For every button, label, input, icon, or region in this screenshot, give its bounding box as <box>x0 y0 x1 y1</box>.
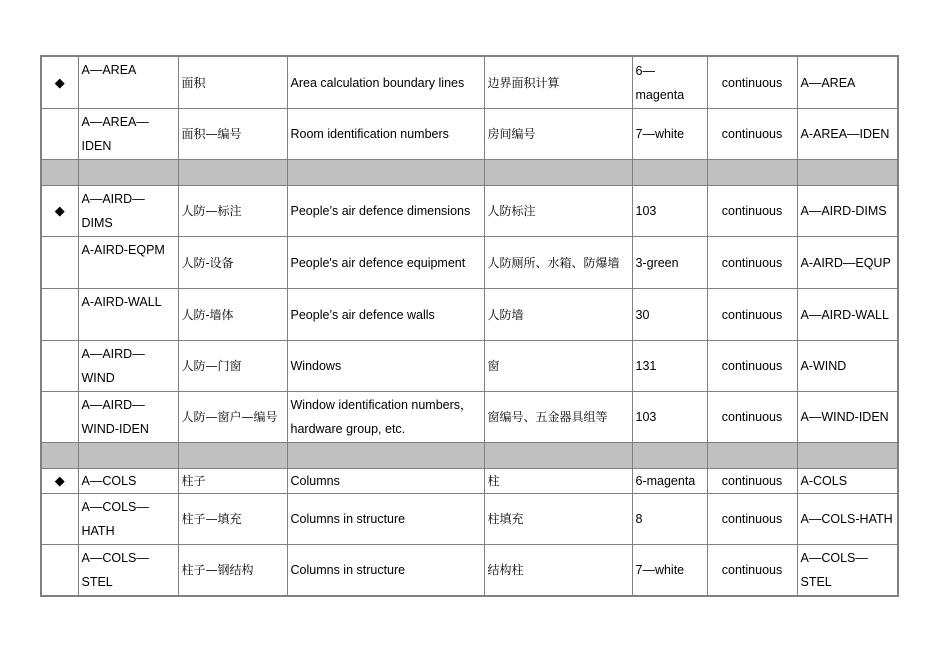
separator-cell <box>78 160 178 186</box>
separator-cell <box>178 443 287 469</box>
separator-cell <box>287 443 484 469</box>
table-row <box>41 186 898 237</box>
marker-cell <box>41 289 78 341</box>
layer-description-cn-cell: 边界面积计算 <box>484 56 632 109</box>
layer-description-en-cell: Columns <box>287 469 484 494</box>
separator-cell <box>41 160 78 186</box>
layer-color-cell: 3-green <box>632 237 707 289</box>
layer-linetype-cell: continuous <box>707 186 797 237</box>
layer-alias-cell: A—AIRD-DIMS <box>797 186 898 237</box>
layer-code-cell: A—COLS—HATH <box>78 494 178 545</box>
layer-code-cell: A—AIRD—WIND-IDEN <box>78 392 178 443</box>
layer-table-container <box>40 55 897 597</box>
layer-linetype-cell: continuous <box>707 289 797 341</box>
separator-cell <box>632 160 707 186</box>
separator-cell <box>797 160 898 186</box>
layer-name-cn-cell: 柱子 <box>178 469 287 494</box>
layer-color-cell: 30 <box>632 289 707 341</box>
layer-name-cn-cell: 柱子—填充 <box>178 494 287 545</box>
layer-name-cn-cell: 人防-墙体 <box>178 289 287 341</box>
marker-cell <box>41 109 78 160</box>
layer-code-cell: A-AIRD-EQPM <box>78 237 178 289</box>
marker-cell <box>41 545 78 597</box>
marker-diamond-icon: ◆ <box>41 56 78 109</box>
table-row <box>41 341 898 392</box>
table-row <box>41 56 898 109</box>
layer-alias-cell: A—AIRD-WALL <box>797 289 898 341</box>
layer-alias-cell: A-AREA—IDEN <box>797 109 898 160</box>
layer-alias-cell: A-COLS <box>797 469 898 494</box>
separator-row <box>41 160 898 186</box>
layer-linetype-cell: continuous <box>707 56 797 109</box>
marker-cell <box>41 237 78 289</box>
layer-color-cell: 6—magenta <box>632 56 707 109</box>
layer-linetype-cell: continuous <box>707 392 797 443</box>
layer-alias-cell: A-WIND <box>797 341 898 392</box>
separator-cell <box>484 443 632 469</box>
layer-color-cell: 8 <box>632 494 707 545</box>
separator-row <box>41 443 898 469</box>
layer-code-cell: A—COLS <box>78 469 178 494</box>
layer-name-cn-cell: 人防—窗户—编号 <box>178 392 287 443</box>
layer-linetype-cell: continuous <box>707 341 797 392</box>
layer-description-en-cell: People’s air defence dimensions <box>287 186 484 237</box>
marker-cell <box>41 392 78 443</box>
layer-name-cn-cell: 人防—标注 <box>178 186 287 237</box>
table-row <box>41 469 898 494</box>
layer-description-en-cell: Windows <box>287 341 484 392</box>
layer-alias-cell: A—COLS—STEL <box>797 545 898 597</box>
layer-description-en-cell: Columns in structure <box>287 545 484 597</box>
layer-linetype-cell: continuous <box>707 494 797 545</box>
layer-description-cn-cell: 人防墙 <box>484 289 632 341</box>
layer-linetype-cell: continuous <box>707 237 797 289</box>
table-row <box>41 392 898 443</box>
layer-description-cn-cell: 结构柱 <box>484 545 632 597</box>
layer-description-en-cell: Columns in structure <box>287 494 484 545</box>
separator-cell <box>484 160 632 186</box>
layer-name-cn-cell: 柱子—钢结构 <box>178 545 287 597</box>
separator-cell <box>178 160 287 186</box>
table-row <box>41 545 898 597</box>
table-row <box>41 289 898 341</box>
separator-cell <box>632 443 707 469</box>
layer-alias-cell: A—WIND-IDEN <box>797 392 898 443</box>
separator-cell <box>41 443 78 469</box>
layer-name-cn-cell: 面积—编号 <box>178 109 287 160</box>
layer-code-cell: A—COLS—STEL <box>78 545 178 597</box>
layer-description-en-cell: Window identification numbers，hardware group, etc. <box>287 392 484 443</box>
layer-description-cn-cell: 窗编号、五金器具组等 <box>484 392 632 443</box>
marker-diamond-icon: ◆ <box>41 186 78 237</box>
layer-description-cn-cell: 人防标注 <box>484 186 632 237</box>
layer-linetype-cell: continuous <box>707 469 797 494</box>
separator-cell <box>707 160 797 186</box>
separator-cell <box>797 443 898 469</box>
layer-color-cell: 103 <box>632 186 707 237</box>
separator-cell <box>707 443 797 469</box>
layer-linetype-cell: continuous <box>707 109 797 160</box>
layer-color-cell: 6-magenta <box>632 469 707 494</box>
layer-code-cell: A-AIRD-WALL <box>78 289 178 341</box>
layer-table <box>40 55 899 597</box>
layer-description-en-cell: Room identification numbers <box>287 109 484 160</box>
layer-description-cn-cell: 窗 <box>484 341 632 392</box>
layer-alias-cell: A—COLS-HATH <box>797 494 898 545</box>
layer-code-cell: A—AIRD—DIMS <box>78 186 178 237</box>
layer-description-cn-cell: 柱 <box>484 469 632 494</box>
layer-alias-cell: A—AREA <box>797 56 898 109</box>
layer-description-en-cell: Area calculation boundary lines <box>287 56 484 109</box>
layer-color-cell: 7—white <box>632 545 707 597</box>
layer-code-cell: A—AREA—IDEN <box>78 109 178 160</box>
separator-cell <box>78 443 178 469</box>
layer-color-cell: 7—white <box>632 109 707 160</box>
table-row <box>41 237 898 289</box>
layer-code-cell: A—AIRD—WIND <box>78 341 178 392</box>
layer-name-cn-cell: 面积 <box>178 56 287 109</box>
layer-description-en-cell: People’s air defence walls <box>287 289 484 341</box>
layer-description-cn-cell: 人防厕所、水箱、防爆墙 <box>484 237 632 289</box>
marker-cell <box>41 341 78 392</box>
layer-name-cn-cell: 人防—门窗 <box>178 341 287 392</box>
layer-alias-cell: A-AIRD—EQUP <box>797 237 898 289</box>
table-row <box>41 494 898 545</box>
layer-code-cell: A—AREA <box>78 56 178 109</box>
layer-name-cn-cell: 人防-设备 <box>178 237 287 289</box>
layer-description-cn-cell: 房间编号 <box>484 109 632 160</box>
layer-description-en-cell: People's air defence equipment <box>287 237 484 289</box>
layer-color-cell: 131 <box>632 341 707 392</box>
table-row <box>41 109 898 160</box>
separator-cell <box>287 160 484 186</box>
layer-description-cn-cell: 柱填充 <box>484 494 632 545</box>
marker-cell <box>41 494 78 545</box>
layer-color-cell: 103 <box>632 392 707 443</box>
marker-diamond-icon: ◆ <box>41 469 78 494</box>
layer-linetype-cell: continuous <box>707 545 797 597</box>
